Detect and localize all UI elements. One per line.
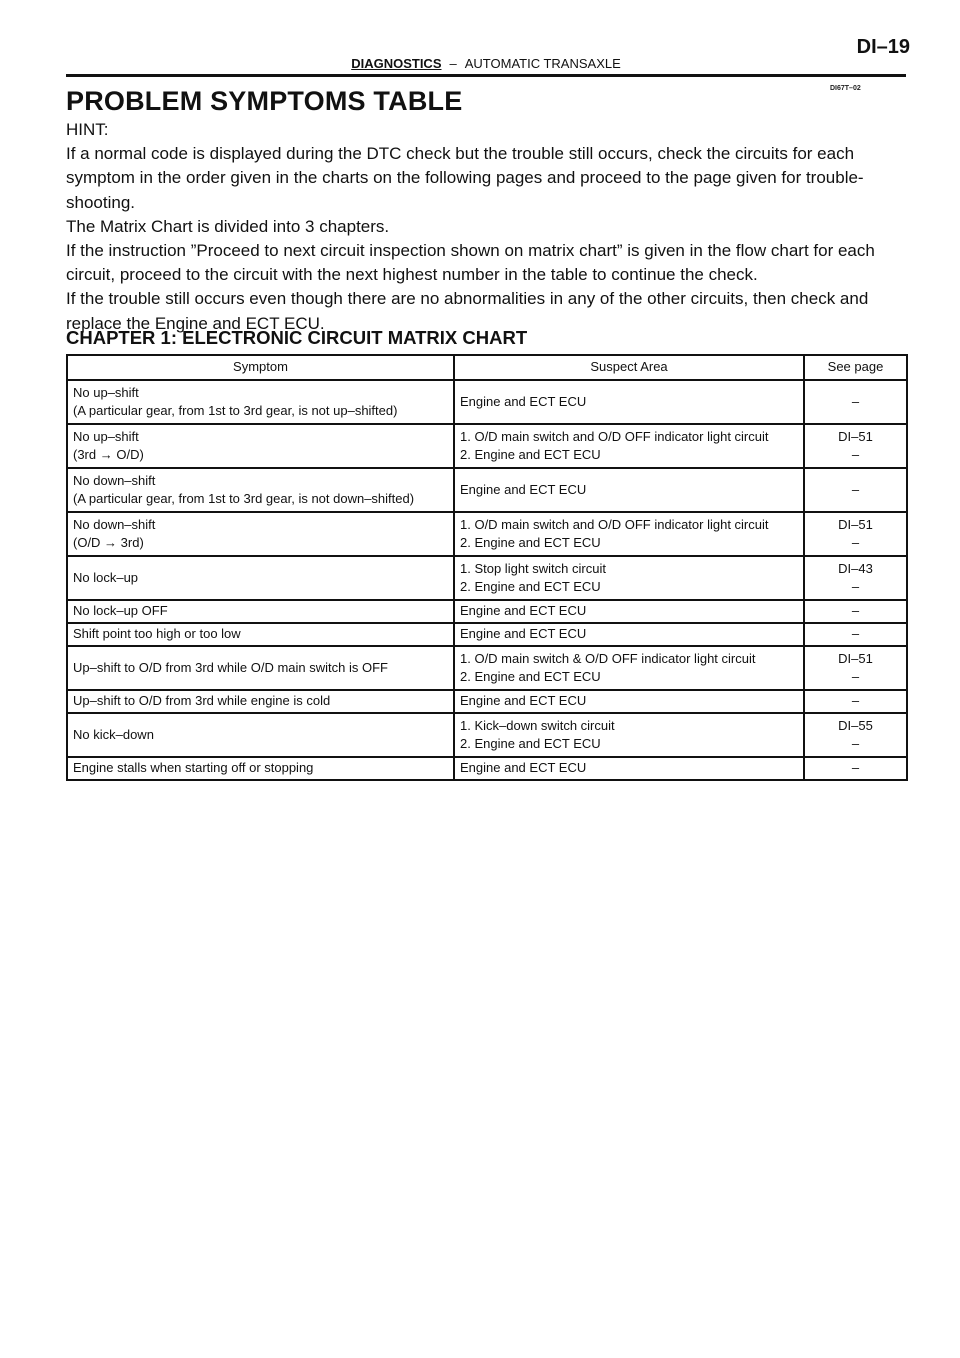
symptom-cell — [67, 380, 454, 424]
page-title: PROBLEM SYMPTOMS TABLE — [66, 86, 463, 116]
see-page-cell — [804, 646, 907, 690]
section-title: DIAGNOSTICS — [351, 56, 442, 71]
suspect-area-cell-line: 1. Kick–down switch circuit — [460, 717, 615, 733]
symptom-cell — [67, 646, 454, 690]
see-page-cell — [804, 623, 907, 646]
table-row — [67, 468, 907, 512]
see-page-cell — [804, 512, 907, 556]
symptom-cell-line: No up–shift — [73, 384, 139, 400]
table-row — [67, 690, 907, 713]
symptom-cell-line: No up–shift — [73, 428, 139, 444]
table-row — [67, 713, 907, 757]
see-page-cell — [804, 468, 907, 512]
suspect-area-cell — [454, 556, 804, 600]
column-header-see-page: See page — [804, 355, 907, 380]
hint-label: HINT: — [66, 120, 109, 139]
intro-paragraph: If the instruction ”Proceed to next circuit inspection shown on matrix chart” is given in the flow chart for each circuit, proceed to the circuit with the next highest number in the table to continue the check. — [66, 241, 875, 285]
symptom-cell — [67, 512, 454, 556]
symptom-cell-line: (O/D → 3rd) — [73, 535, 144, 550]
symptom-cell-line: (A particular gear, from 1st to 3rd gear, is not down–shifted) — [73, 491, 415, 506]
symptom-cell-line: Up–shift to O/D from 3rd while engine is cold — [73, 693, 331, 709]
suspect-area-cell — [454, 690, 804, 713]
symptom-cell — [67, 713, 454, 757]
symptom-cell — [67, 424, 454, 468]
suspect-area-cell — [454, 600, 804, 623]
column-header-suspect-area: Suspect Area — [454, 355, 804, 380]
suspect-area-cell — [454, 646, 804, 690]
see-page-cell-line: – — [851, 693, 860, 709]
symptom-cell-line: Up–shift to O/D from 3rd while O/D main switch is OFF — [73, 659, 388, 675]
suspect-area-cell-line: 1. O/D main switch and O/D OFF indicator light circuit — [460, 428, 769, 444]
suspect-area-cell — [454, 623, 804, 646]
symptom-cell — [67, 468, 454, 512]
see-page-cell — [804, 757, 907, 780]
suspect-area-cell-line: 1. O/D main switch & O/D OFF indicator light circuit — [460, 650, 756, 666]
matrix-chart-table — [66, 354, 908, 781]
symptom-cell — [67, 757, 454, 780]
intro-paragraph: If the trouble still occurs even though there are no abnormalities in any of the other circuits, then check and replace the Engine and ECT ECU. — [66, 289, 869, 333]
suspect-area-cell — [454, 713, 804, 757]
table-row — [67, 512, 907, 556]
see-page-cell-line: – — [851, 736, 860, 751]
suspect-area-cell — [454, 424, 804, 468]
page-number: DI–19 — [856, 36, 910, 58]
symptom-cell-line: No lock–up — [73, 569, 139, 585]
see-page-cell-line: – — [851, 447, 860, 462]
table-header-row — [67, 355, 907, 380]
header-separator: – — [449, 56, 457, 71]
symptom-cell-line: No lock–up OFF — [73, 603, 168, 619]
see-page-cell-line: DI–55 — [838, 717, 873, 733]
table-row — [67, 424, 907, 468]
suspect-area-cell — [454, 380, 804, 424]
see-page-cell — [804, 424, 907, 468]
see-page-cell-line: DI–51 — [838, 516, 873, 532]
suspect-area-cell-line: Engine and ECT ECU — [460, 760, 587, 776]
see-page-cell-line: – — [851, 626, 860, 642]
see-page-cell-line: – — [851, 579, 860, 594]
symptom-cell — [67, 600, 454, 623]
see-page-cell-line: – — [851, 669, 860, 684]
table-row — [67, 757, 907, 780]
chapter-title: CHAPTER 1: ELECTRONIC CIRCUIT MATRIX CHART — [66, 327, 528, 348]
table-row — [67, 600, 907, 623]
intro-paragraph: If a normal code is displayed during the DTC check but the trouble still occurs, check the circuits for each symptom in the order given in the charts on the following pages and proceed to the page given for trouble-shooting. — [66, 144, 864, 212]
symptom-cell — [67, 623, 454, 646]
symptom-cell — [67, 690, 454, 713]
header-rule — [66, 74, 906, 77]
suspect-area-cell-line: 2. Engine and ECT ECU — [460, 579, 601, 594]
see-page-cell-line: – — [851, 760, 860, 776]
symptom-cell — [67, 556, 454, 600]
table-row — [67, 556, 907, 600]
suspect-area-cell — [454, 757, 804, 780]
see-page-cell-line: – — [851, 481, 860, 497]
see-page-cell-line: DI–43 — [838, 560, 873, 576]
suspect-area-cell-line: Engine and ECT ECU — [460, 603, 587, 619]
see-page-cell — [804, 600, 907, 623]
running-header — [66, 56, 906, 76]
suspect-area-cell-line: Engine and ECT ECU — [460, 393, 587, 409]
see-page-cell-line: – — [851, 535, 860, 550]
suspect-area-cell-line: 1. O/D main switch and O/D OFF indicator light circuit — [460, 516, 769, 532]
see-page-cell-line: – — [851, 603, 860, 619]
subsection-title: AUTOMATIC TRANSAXLE — [464, 56, 621, 71]
suspect-area-cell — [454, 512, 804, 556]
suspect-area-cell-line: Engine and ECT ECU — [460, 693, 587, 709]
suspect-area-cell-line: 1. Stop light switch circuit — [460, 560, 606, 576]
table-row — [67, 646, 907, 690]
symptom-cell-line: Engine stalls when starting off or stopping — [73, 760, 314, 776]
suspect-area-cell-line: 2. Engine and ECT ECU — [460, 736, 601, 751]
see-page-cell-line: – — [851, 393, 860, 409]
see-page-cell — [804, 556, 907, 600]
see-page-cell-line: DI–51 — [838, 428, 873, 444]
symptom-cell-line: No down–shift — [73, 472, 156, 488]
see-page-cell-line: DI–51 — [838, 650, 873, 666]
symptom-cell-line: (3rd → O/D) — [73, 447, 144, 462]
suspect-area-cell — [454, 468, 804, 512]
symptom-cell-line: Shift point too high or too low — [73, 626, 241, 642]
intro-paragraph: The Matrix Chart is divided into 3 chapters. — [66, 216, 390, 236]
see-page-cell — [804, 713, 907, 757]
suspect-area-cell-line: Engine and ECT ECU — [460, 481, 587, 497]
see-page-cell — [804, 690, 907, 713]
suspect-area-cell-line: 2. Engine and ECT ECU — [460, 447, 601, 462]
intro-text — [66, 118, 914, 336]
suspect-area-cell-line: 2. Engine and ECT ECU — [460, 535, 601, 550]
symptom-cell-line: No down–shift — [73, 516, 156, 532]
suspect-area-cell-line: Engine and ECT ECU — [460, 626, 587, 642]
table-row — [67, 623, 907, 646]
document-code: DI67T–02 — [830, 85, 861, 92]
symptom-cell-line: (A particular gear, from 1st to 3rd gear, is not up–shifted) — [73, 403, 398, 418]
symptom-cell-line: No kick–down — [73, 726, 154, 742]
table-row — [67, 380, 907, 424]
suspect-area-cell-line: 2. Engine and ECT ECU — [460, 669, 601, 684]
see-page-cell — [804, 380, 907, 424]
column-header-symptom: Symptom — [67, 355, 454, 380]
